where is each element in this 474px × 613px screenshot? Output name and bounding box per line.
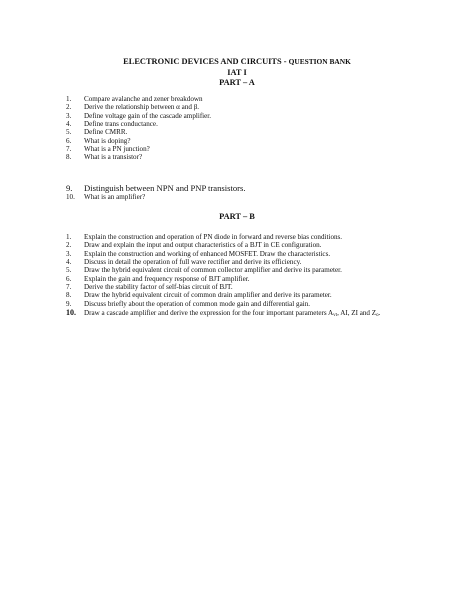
list-item [66, 233, 426, 241]
item-text: What is an amplifier? [84, 193, 146, 201]
item-number: 7. [66, 283, 72, 292]
item-number: 10. [66, 308, 76, 318]
list-item [66, 112, 426, 120]
item-text: Define voltage gain of the cascade amplifier. [84, 111, 212, 120]
title-tail: QUESTION BANK [288, 57, 351, 66]
item-number: 8. [66, 153, 72, 162]
item-text: Draw the hybrid equivalent circuit of common collector amplifier and derive its parameter. [84, 266, 342, 275]
item-number: 10. [66, 193, 75, 201]
item-text: Derive the stability factor of self-bias circuit of BJT. [84, 283, 233, 292]
part-b-list [66, 233, 426, 321]
item-text-part: Draw a cascade amplifier and derive the expression for the four important parameters A [84, 309, 334, 318]
list-item [66, 275, 426, 283]
list-item [66, 291, 426, 299]
list-item [66, 153, 426, 161]
item-number: 3. [66, 249, 72, 258]
item-text: Define CMRR. [84, 128, 128, 137]
item-number: 3. [66, 111, 72, 120]
item-text: Discuss in detail the operation of full wave rectifier and derive its efficiency. [84, 258, 302, 267]
document-title [0, 57, 474, 67]
item-number: 5. [66, 266, 72, 275]
subscript: o [376, 313, 379, 319]
list-item [66, 241, 426, 249]
item-text: Draw and explain the input and output characteristics of a BJT in CE configuration. [84, 241, 322, 250]
title-main: ELECTRONIC DEVICES AND CIRCUITS - [123, 57, 289, 66]
item-number: 2. [66, 241, 72, 250]
item-number: 6. [66, 136, 72, 145]
list-item [66, 308, 426, 321]
item-text-part: , AI, ZI and Z [337, 309, 377, 318]
document-subtitle: IAT I [227, 68, 247, 77]
subscript: vt [333, 313, 338, 319]
list-item [66, 300, 426, 308]
item-text: What is a transistor? [84, 153, 143, 162]
item-text: Define trans conductance. [84, 120, 158, 129]
item-number: 2. [66, 103, 72, 112]
list-item [66, 258, 426, 266]
list-item [66, 250, 426, 258]
item-number: 4. [66, 258, 72, 267]
item-text: What is a PN junction? [84, 145, 150, 154]
part-a-heading: PART – A [219, 78, 255, 87]
part-b-heading: PART – B [219, 212, 255, 221]
item-number: 1. [66, 233, 72, 241]
item-text: Draw the hybrid equivalent circuit of common drain amplifier and derive its parameter. [84, 291, 332, 300]
list-item [66, 137, 426, 145]
item-text: Explain the construction and working of enhanced MOSFET. Draw the characteristics. [84, 249, 331, 258]
item-text: Compare avalanche and zener breakdown [84, 95, 203, 103]
list-item [66, 183, 426, 193]
list-item [66, 266, 426, 274]
list-item [66, 193, 426, 201]
item-text: What is doping? [84, 136, 131, 145]
item-number: 5. [66, 128, 72, 137]
item-number: 1. [66, 95, 72, 103]
item-text: Explain the gain and frequency response of BJT amplifier. [84, 274, 250, 283]
list-item [66, 128, 426, 136]
list-item [66, 103, 426, 111]
item-text: Derive the relationship between α and β. [84, 103, 200, 112]
item-number: 8. [66, 291, 72, 300]
list-item [66, 120, 426, 128]
item-number: 4. [66, 120, 72, 129]
list-item [66, 145, 426, 153]
list-item [66, 95, 426, 103]
item-number: 7. [66, 145, 72, 154]
item-text: Discuss briefly about the operation of common mode gain and differential gain. [84, 299, 311, 308]
item-text: Distinguish between NPN and PNP transistors. [84, 183, 246, 193]
part-a-list-continued [66, 183, 426, 201]
part-a-list [66, 95, 426, 162]
item-number: 6. [66, 274, 72, 283]
item-number: 9. [66, 183, 73, 193]
item-text: Explain the construction and operation of PN diode in forward and reverse bias conditions. [84, 233, 343, 241]
item-text-part: . [378, 309, 381, 318]
list-item [66, 283, 426, 291]
item-number: 9. [66, 299, 72, 308]
